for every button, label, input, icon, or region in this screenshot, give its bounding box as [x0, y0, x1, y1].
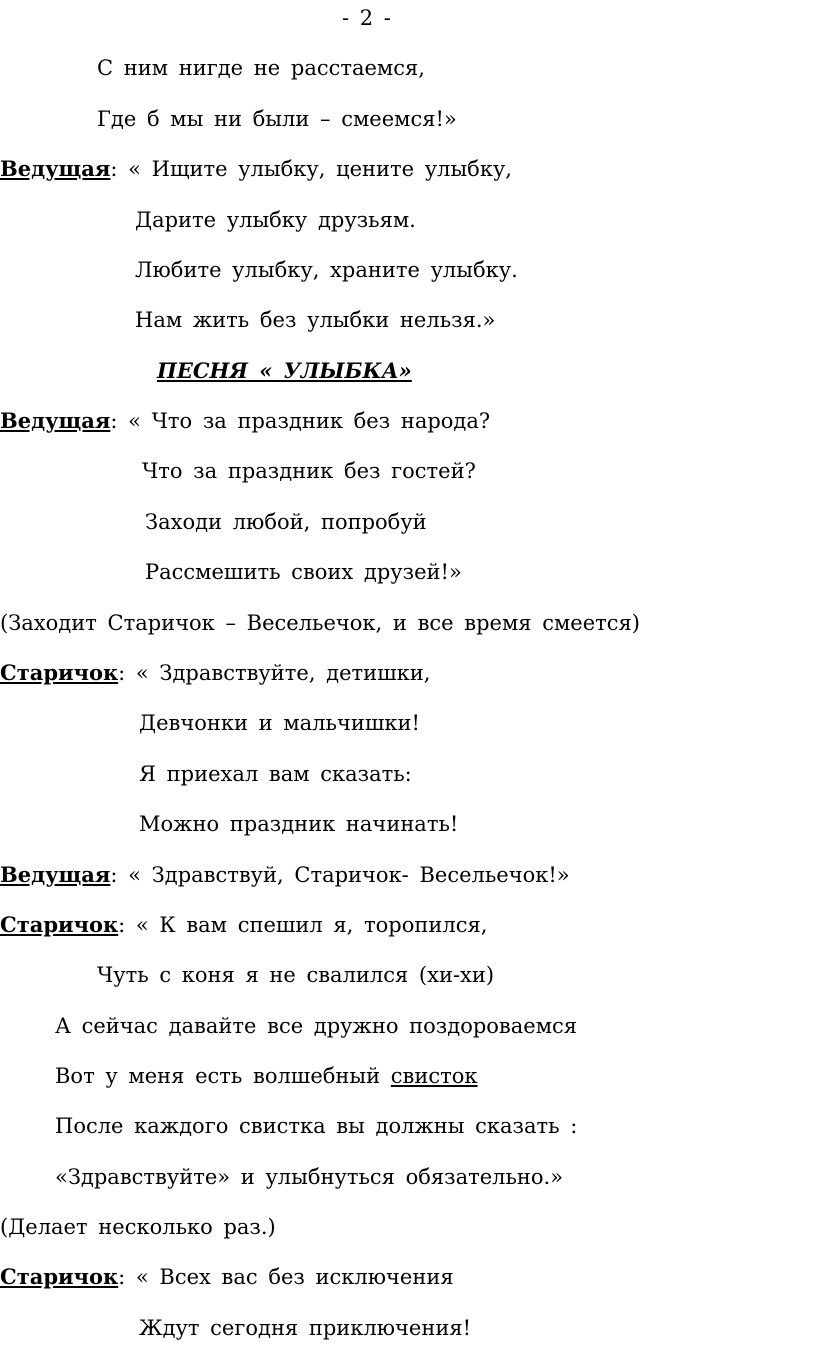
- verse-line: Любите улыбку, храните улыбку.: [135, 258, 518, 282]
- verse-line: С ним нигде не расстаемся,: [97, 56, 425, 80]
- verse-line: После каждого свистка вы должны сказать :: [55, 1114, 578, 1138]
- song-title: ПЕСНЯ « УЛЫБКА»: [157, 358, 412, 383]
- underlined-word: свисток: [390, 1064, 478, 1088]
- dialogue-line: [0, 1265, 454, 1289]
- verse-line: Чуть с коня я не свалился (хи-хи): [97, 963, 495, 987]
- stage-direction: (Делает несколько раз.): [0, 1215, 276, 1239]
- dialogue-line: [0, 863, 570, 887]
- dialogue-text: : « Всех вас без исключения: [118, 1265, 454, 1289]
- speaker-name: Старичок: [0, 1264, 119, 1289]
- verse-line: [55, 1064, 478, 1088]
- verse-line: Я приехал вам сказать:: [139, 762, 412, 786]
- verse-line: Ждут сегодня приключения!: [139, 1316, 472, 1340]
- verse-line: Дарите улыбку друзьям.: [135, 208, 416, 232]
- verse-line: Нам жить без улыбки нельзя.»: [135, 308, 496, 332]
- verse-line: А сейчас давайте все дружно поздороваемся: [55, 1014, 578, 1038]
- verse-line: Где б мы ни были – смеемся!»: [97, 107, 457, 131]
- verse-line: «Здравствуйте» и улыбнуться обязательно.»: [55, 1165, 564, 1189]
- dialogue-line: [0, 409, 490, 433]
- speaker-name: Ведущая: [0, 862, 111, 887]
- dialogue-text: : « Ищите улыбку, цените улыбку,: [110, 157, 512, 181]
- verse-line: Что за праздник без гостей?: [142, 459, 476, 483]
- verse-line: Можно праздник начинать!: [139, 812, 459, 836]
- speaker-name: Старичок: [0, 660, 119, 685]
- dialogue-text: : « К вам спешил я, торопился,: [118, 913, 488, 937]
- dialogue-line: [0, 913, 487, 937]
- dialogue-line: [0, 661, 430, 685]
- speaker-name: Ведущая: [0, 156, 111, 181]
- dialogue-text: : « Здравствуйте, детишки,: [118, 661, 431, 685]
- verse-line: Рассмешить своих друзей!»: [145, 560, 462, 584]
- dialogue-text: : « Здравствуй, Старичок- Весельечок!»: [110, 863, 570, 887]
- dialogue-line: [0, 157, 512, 181]
- stage-direction: (Заходит Старичок – Весельечок, и все время смеется): [0, 611, 640, 635]
- verse-line: Девчонки и мальчишки!: [139, 711, 420, 735]
- verse-text: Вот у меня есть волшебный: [55, 1064, 391, 1088]
- dialogue-text: : « Что за праздник без народа?: [110, 409, 491, 433]
- verse-line: Заходи любой, попробуй: [145, 510, 427, 534]
- speaker-name: Ведущая: [0, 408, 111, 433]
- page-number: - 2 -: [342, 6, 391, 30]
- speaker-name: Старичок: [0, 912, 119, 937]
